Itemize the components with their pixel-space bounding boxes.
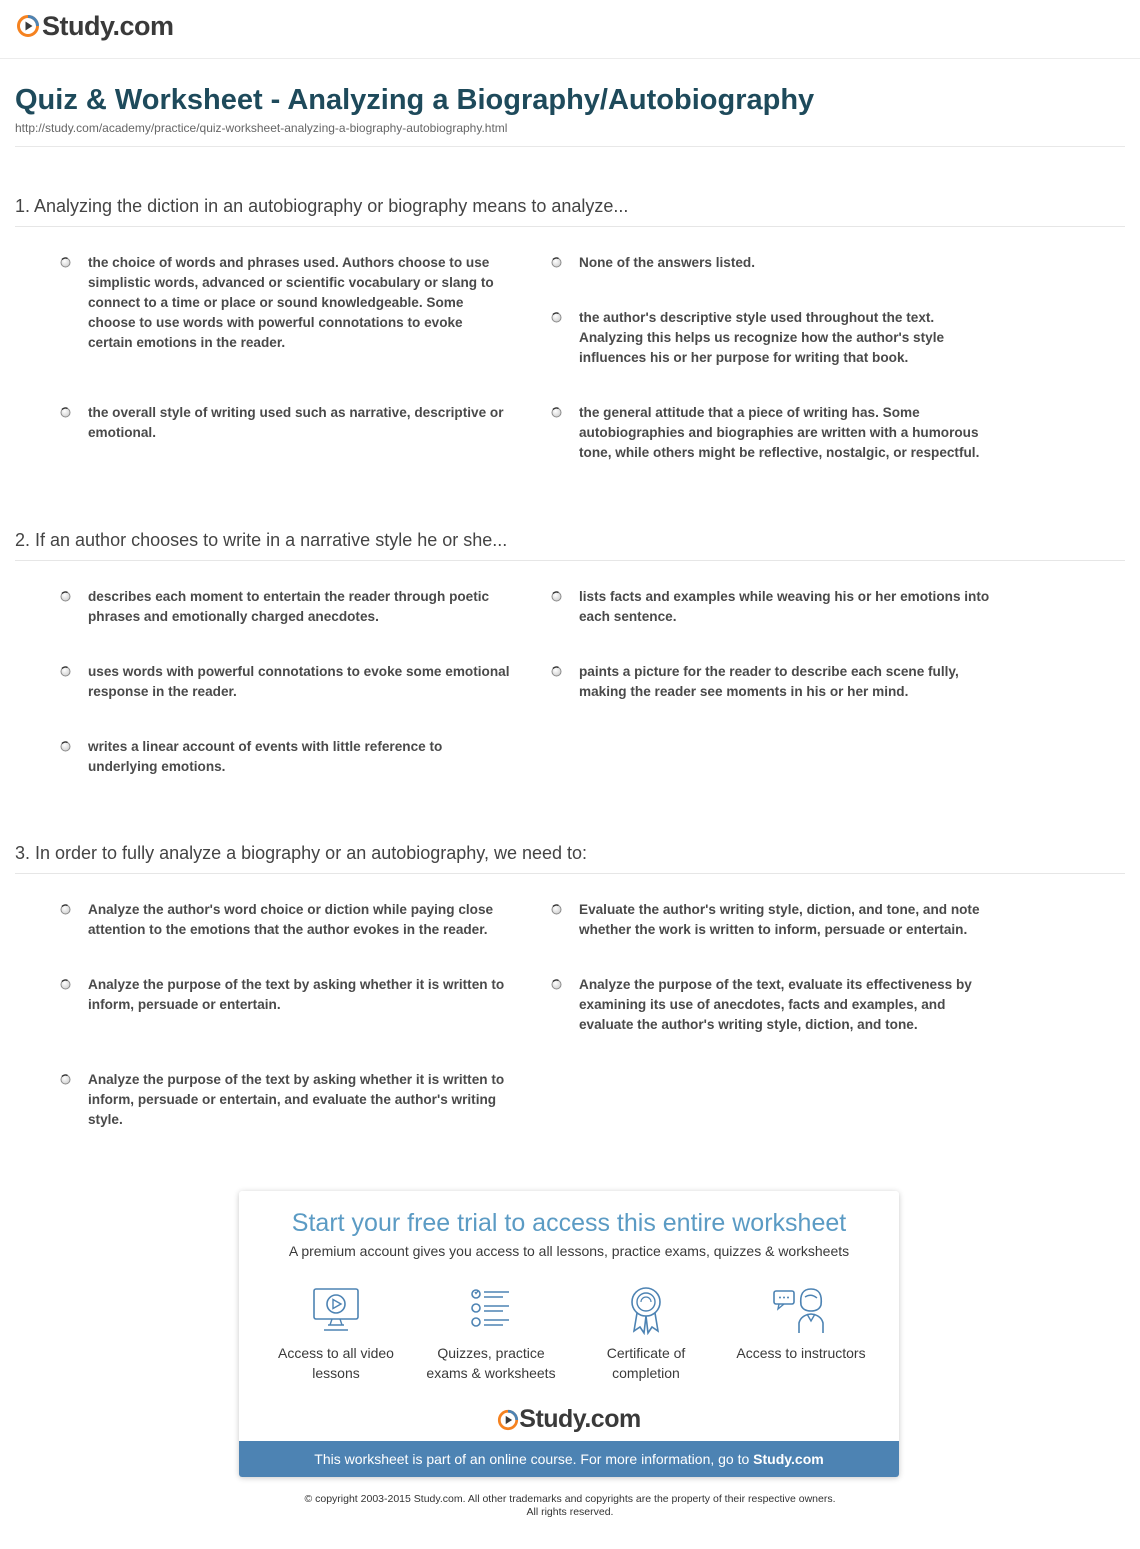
- answer-text: writes a linear account of events with little reference to underlying emotions.: [88, 739, 443, 774]
- radio-button-icon[interactable]: [60, 257, 71, 268]
- answer-text: the general attitude that a piece of writing has. Some autobiographies and biographies are written with a humorous tone, while others might be reflective, nostalgic, or respectful.: [579, 405, 980, 460]
- answer-text: the overall style of writing used such as narrative, descriptive or emotional.: [88, 405, 504, 440]
- question-2: [15, 530, 1125, 774]
- question-text: 1. Analyzing the diction in an autobiography or biography means to analyze...: [15, 196, 1125, 227]
- answer-option[interactable]: [551, 253, 1001, 273]
- answer-option[interactable]: [551, 662, 1001, 702]
- answer-text: the choice of words and phrases used. Authors choose to use simplistic words, advanced or scientific vocabulary or slang to connect to a time or place or sound knowledgeable. Some choose to use words with powerful connotations to evoke certain emotions in the reader.: [88, 255, 494, 350]
- radio-button-icon[interactable]: [551, 407, 562, 418]
- radio-button-icon[interactable]: [60, 979, 71, 990]
- study-logo[interactable]: [16, 10, 174, 42]
- answer-text: None of the answers listed.: [579, 255, 756, 270]
- course-info-bar: [239, 1441, 899, 1477]
- answer-option[interactable]: [60, 975, 510, 1015]
- answer-option[interactable]: [60, 900, 510, 940]
- feature-label: Certificate of completion: [606, 1345, 686, 1381]
- quiz-list-icon: [465, 1285, 517, 1335]
- answer-text: Analyze the purpose of the text by asking whether it is written to inform, persuade or entertain.: [88, 977, 505, 1012]
- answer-text: uses words with powerful connotations to evoke some emotional response in the reader.: [88, 664, 510, 699]
- question-1: [15, 196, 1125, 460]
- radio-button-icon[interactable]: [551, 904, 562, 915]
- answer-option[interactable]: [60, 1070, 510, 1130]
- question-text: 3. In order to fully analyze a biography or an autobiography, we need to:: [15, 843, 1125, 874]
- radio-button-icon[interactable]: [551, 666, 562, 677]
- radio-button-icon[interactable]: [60, 741, 71, 752]
- answer-option[interactable]: [60, 587, 510, 627]
- promo-title[interactable]: Start your free trial to access this entire worksheet: [291, 1209, 847, 1237]
- play-logo-icon: [16, 14, 40, 38]
- page-title: Quiz & Worksheet - Analyzing a Biography/Autobiography: [15, 84, 815, 116]
- answer-option[interactable]: [551, 900, 1001, 940]
- course-info-text: This worksheet is part of an online course. For more information, go to: [314, 1451, 750, 1467]
- answer-text: Analyze the purpose of the text, evaluate its effectiveness by examining its use of anecdotes, facts and examples, and evaluate the author's writing style, diction, and tone.: [579, 977, 972, 1032]
- question-3: [15, 843, 1125, 1127]
- radio-button-icon[interactable]: [551, 257, 562, 268]
- answer-option[interactable]: [551, 308, 1001, 368]
- promo-subtitle: A premium account gives you access to all lessons, practice exams, quizzes & worksheets: [288, 1243, 850, 1259]
- feature-certificate: [571, 1285, 721, 1383]
- radio-button-icon[interactable]: [551, 979, 562, 990]
- answer-text: Analyze the author's word choice or diction while paying close attention to the emotions that the author evokes in the reader.: [88, 902, 494, 937]
- play-logo-icon: [497, 1409, 519, 1431]
- answer-option[interactable]: [551, 403, 1001, 463]
- study-link[interactable]: Study.com: [753, 1451, 824, 1467]
- answer-option[interactable]: [60, 662, 510, 702]
- header-divider: [0, 58, 1140, 59]
- radio-button-icon[interactable]: [60, 666, 71, 677]
- answer-text: lists facts and examples while weaving his or her emotions into each sentence.: [579, 589, 990, 624]
- question-text: 2. If an author chooses to write in a narrative style he or she...: [15, 530, 1125, 561]
- answer-option[interactable]: [60, 737, 510, 777]
- copyright-text: © copyright 2003-2015 Study.com. All other trademarks and copyrights are the property of their respective owners.: [304, 1493, 836, 1505]
- page-url: http://study.com/academy/practice/quiz-worksheet-analyzing-a-biography-autobiography.html: [15, 121, 508, 135]
- radio-button-icon[interactable]: [60, 591, 71, 602]
- feature-video-lessons: [261, 1285, 411, 1383]
- answer-option[interactable]: [551, 587, 1001, 627]
- answer-text: paints a picture for the reader to describe each scene fully, making the reader see moments in his or her mind.: [579, 664, 959, 699]
- title-divider: [15, 146, 1125, 147]
- radio-button-icon[interactable]: [60, 904, 71, 915]
- answer-option[interactable]: [551, 975, 1001, 1035]
- feature-label: Access to all video lessons: [278, 1345, 394, 1381]
- radio-button-icon[interactable]: [551, 312, 562, 323]
- feature-label: Quizzes, practice exams & worksheets: [426, 1345, 556, 1381]
- logo-text: Study.com: [519, 1405, 641, 1433]
- radio-button-icon[interactable]: [60, 407, 71, 418]
- feature-label: Access to instructors: [736, 1345, 866, 1361]
- feature-quizzes: [416, 1285, 566, 1383]
- answer-text: the author's descriptive style used throughout the text. Analyzing this helps us recognize how the author's style influences his or her purpose for writing that book.: [579, 310, 945, 365]
- instructor-chat-icon: [771, 1285, 831, 1335]
- radio-button-icon[interactable]: [551, 591, 562, 602]
- promo-study-logo[interactable]: [239, 1405, 899, 1434]
- rights-text: All rights reserved.: [526, 1506, 614, 1518]
- certificate-ribbon-icon: [620, 1285, 672, 1335]
- answer-text: Evaluate the author's writing style, diction, and tone, and note whether the work is written to inform, persuade or entertain.: [579, 902, 980, 937]
- answer-option[interactable]: [60, 403, 510, 443]
- footer: [0, 1493, 1140, 1519]
- answer-option[interactable]: [60, 253, 510, 353]
- logo-text: Study.com: [42, 10, 174, 41]
- free-trial-promo: [239, 1191, 899, 1477]
- radio-button-icon[interactable]: [60, 1074, 71, 1085]
- answer-text: describes each moment to entertain the reader through poetic phrases and emotionally charged anecdotes.: [88, 589, 490, 624]
- video-lessons-icon: [310, 1285, 362, 1335]
- feature-instructors: [726, 1285, 876, 1363]
- answer-text: Analyze the purpose of the text by asking whether it is written to inform, persuade or entertain, and evaluate the author's writing style.: [88, 1072, 505, 1127]
